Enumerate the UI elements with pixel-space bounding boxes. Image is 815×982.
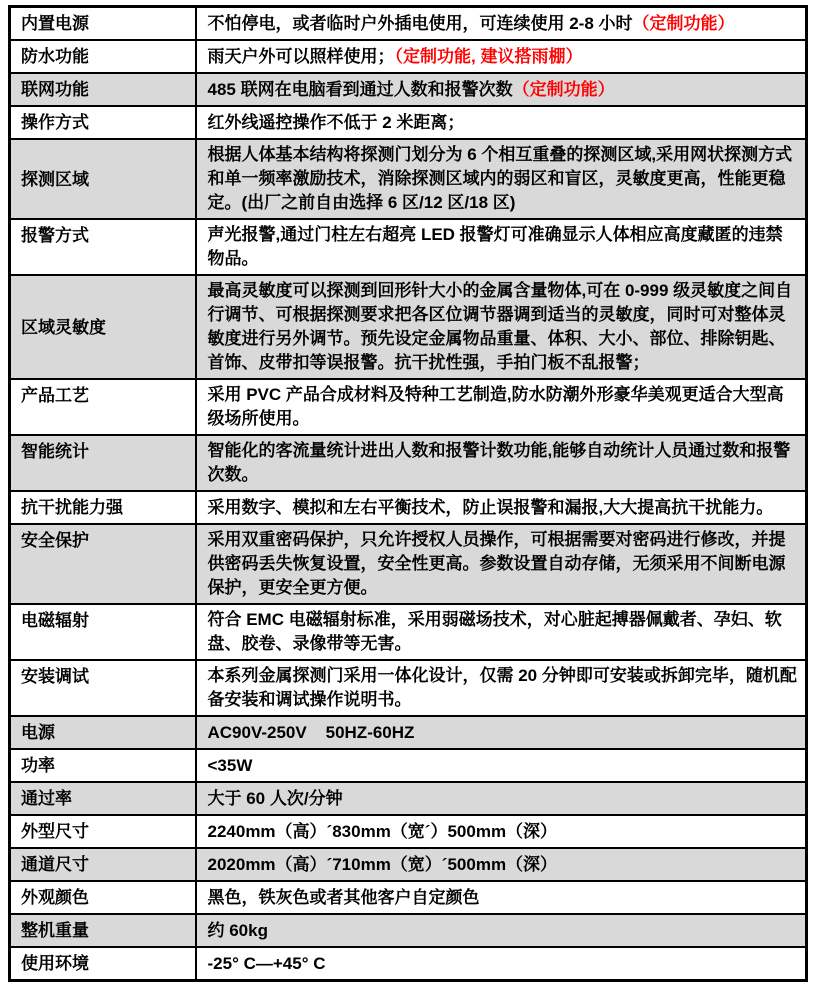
spec-value-text: 采用双重密码保护，只允许授权人员操作，可根据需要对密码进行修改，并提供密码丢失恢复设置，安全性更高。参数设置自动存储，无须采用不间断电源保护，更安全更方便。: [207, 530, 786, 597]
spec-value-cell: [196, 40, 807, 73]
table-row: [10, 782, 807, 815]
spec-label-cell: 探测区域: [10, 139, 196, 219]
table-row: [10, 73, 807, 106]
spec-value-cell: [196, 491, 807, 524]
spec-label-cell: 操作方式: [10, 106, 196, 139]
spec-value-text: 约 60kg: [207, 920, 268, 940]
spec-label-cell: 通道尺寸: [10, 848, 196, 881]
spec-label-cell: 使用环境: [10, 947, 196, 981]
spec-label-cell: 联网功能: [10, 73, 196, 106]
spec-label-cell: 抗干扰能力强: [10, 491, 196, 524]
spec-value-text: 黑色，铁灰色或者其他客户自定颜色: [207, 887, 480, 907]
spec-label-cell: 安装调试: [10, 660, 196, 716]
spec-label-cell: 电磁辐射: [10, 604, 196, 660]
spec-value-text: 智能化的客流量统计进出人数和报警计数功能,能够自动统计人员通过数和报警次数。: [207, 441, 791, 484]
spec-value-text: 2020mm（高）´710mm（宽）´500mm（深）: [207, 854, 558, 874]
spec-value-cell: [196, 815, 807, 848]
spec-label-cell: 功率: [10, 749, 196, 782]
spec-label-cell: 产品工艺: [10, 379, 196, 435]
spec-value-cell: [196, 660, 807, 716]
spec-value-text: 485 联网在电脑看到通过人数和报警次数: [207, 79, 513, 99]
table-row: [10, 914, 807, 947]
spec-value-text: 2240mm（高）´830mm（宽´）500mm（深）: [207, 821, 558, 841]
spec-label-cell: 外型尺寸: [10, 815, 196, 848]
spec-value-text: 采用 PVC 产品合成材料及特种工艺制造,防水防潮外形豪华美观更适合大型高级场所使用。: [207, 385, 784, 428]
table-row: [10, 106, 807, 139]
spec-value-text: -25° C—+45° C: [207, 953, 326, 973]
product-spec-table: [8, 5, 808, 982]
spec-value-cell: [196, 7, 807, 41]
spec-value-cell: [196, 73, 807, 106]
spec-label-cell: 外观颜色: [10, 881, 196, 914]
table-row: [10, 947, 807, 981]
custom-feature-note: （定制功能）: [632, 13, 735, 33]
spec-value-text: 大于 60 人次/分钟: [207, 788, 343, 808]
spec-label-cell: 智能统计: [10, 435, 196, 491]
spec-value-text: 不怕停电，或者临时户外插电使用，可连续使用 2-8 小时: [207, 13, 633, 33]
spec-value-cell: [196, 139, 807, 219]
table-row: [10, 435, 807, 491]
table-row: [10, 139, 807, 219]
spec-value-text: 符合 EMC 电磁辐射标准，采用弱磁场技术，对心脏起搏器佩戴者、孕妇、软盘、胶卷、录像带等无害。: [207, 610, 782, 653]
spec-value-cell: [196, 848, 807, 881]
spec-value-text: 红外线遥控操作不低于 2 米距离；: [207, 112, 465, 132]
table-row: [10, 881, 807, 914]
table-row: [10, 660, 807, 716]
spec-value-cell: [196, 749, 807, 782]
spec-value-cell: [196, 219, 807, 275]
spec-value-cell: [196, 947, 807, 981]
spec-value-cell: [196, 782, 807, 815]
spec-value-cell: [196, 716, 807, 749]
table-row: [10, 815, 807, 848]
spec-label-cell: 整机重量: [10, 914, 196, 947]
spec-value-cell: [196, 106, 807, 139]
table-row: [10, 7, 807, 41]
spec-value-cell: [196, 524, 807, 604]
spec-value-text: 声光报警,通过门柱左右超亮 LED 报警灯可准确显示人体相应高度藏匿的违禁物品。: [207, 225, 783, 268]
spec-label-cell: 区域灵敏度: [10, 275, 196, 379]
spec-value-text: 雨天户外可以照样使用；: [207, 46, 395, 66]
table-row: [10, 275, 807, 379]
spec-value-text: 采用数字、模拟和左右平衡技术，防止误报警和漏报,大大提高抗干扰能力。: [207, 497, 774, 517]
table-row: [10, 524, 807, 604]
custom-feature-note: （定制功能, 建议搭雨棚）: [394, 46, 583, 66]
table-row: [10, 848, 807, 881]
table-row: [10, 716, 807, 749]
spec-label-cell: 电源: [10, 716, 196, 749]
spec-table-body: [10, 7, 807, 981]
spec-label-cell: 报警方式: [10, 219, 196, 275]
spec-value-text: 最高灵敏度可以探测到回形针大小的金属含量物体,可在 0-999 级灵敏度之间自行调节、可根据探测要求把各区位调节器调到适当的灵敏度，同时可对整体灵敏度进行另外调节。预先设定金属物品重量、体积、大小、部位、排除钥匙、首饰、皮带扣等误报警。抗干扰性强，手拍门板不乱报警；: [207, 281, 793, 372]
table-row: [10, 749, 807, 782]
spec-value-text: <35W: [207, 755, 253, 775]
spec-label-cell: 内置电源: [10, 7, 196, 41]
table-row: [10, 219, 807, 275]
spec-value-cell: [196, 604, 807, 660]
spec-value-cell: [196, 379, 807, 435]
table-row: [10, 40, 807, 73]
spec-value-cell: [196, 275, 807, 379]
spec-value-text: AC90V-250V 50HZ-60HZ: [207, 722, 415, 742]
table-row: [10, 491, 807, 524]
spec-value-text: 本系列金属探测门采用一体化设计，仅需 20 分钟即可安装或拆卸完毕，随机配备安装和调试操作说明书。: [207, 666, 797, 709]
spec-label-cell: 通过率: [10, 782, 196, 815]
spec-value-cell: [196, 435, 807, 491]
table-row: [10, 604, 807, 660]
table-row: [10, 379, 807, 435]
spec-value-text: 根据人体基本结构将探测门划分为 6 个相互重叠的探测区域,采用网状探测方式和单一频率激励技术，消除探测区域内的弱区和盲区，灵敏度更高，性能更稳定。(出厂之前自由选择 6 区/12 区/18 区): [207, 145, 793, 212]
spec-label-cell: 安全保护: [10, 524, 196, 604]
spec-value-cell: [196, 881, 807, 914]
spec-label-cell: 防水功能: [10, 40, 196, 73]
custom-feature-note: （定制功能）: [512, 79, 615, 99]
spec-value-cell: [196, 914, 807, 947]
